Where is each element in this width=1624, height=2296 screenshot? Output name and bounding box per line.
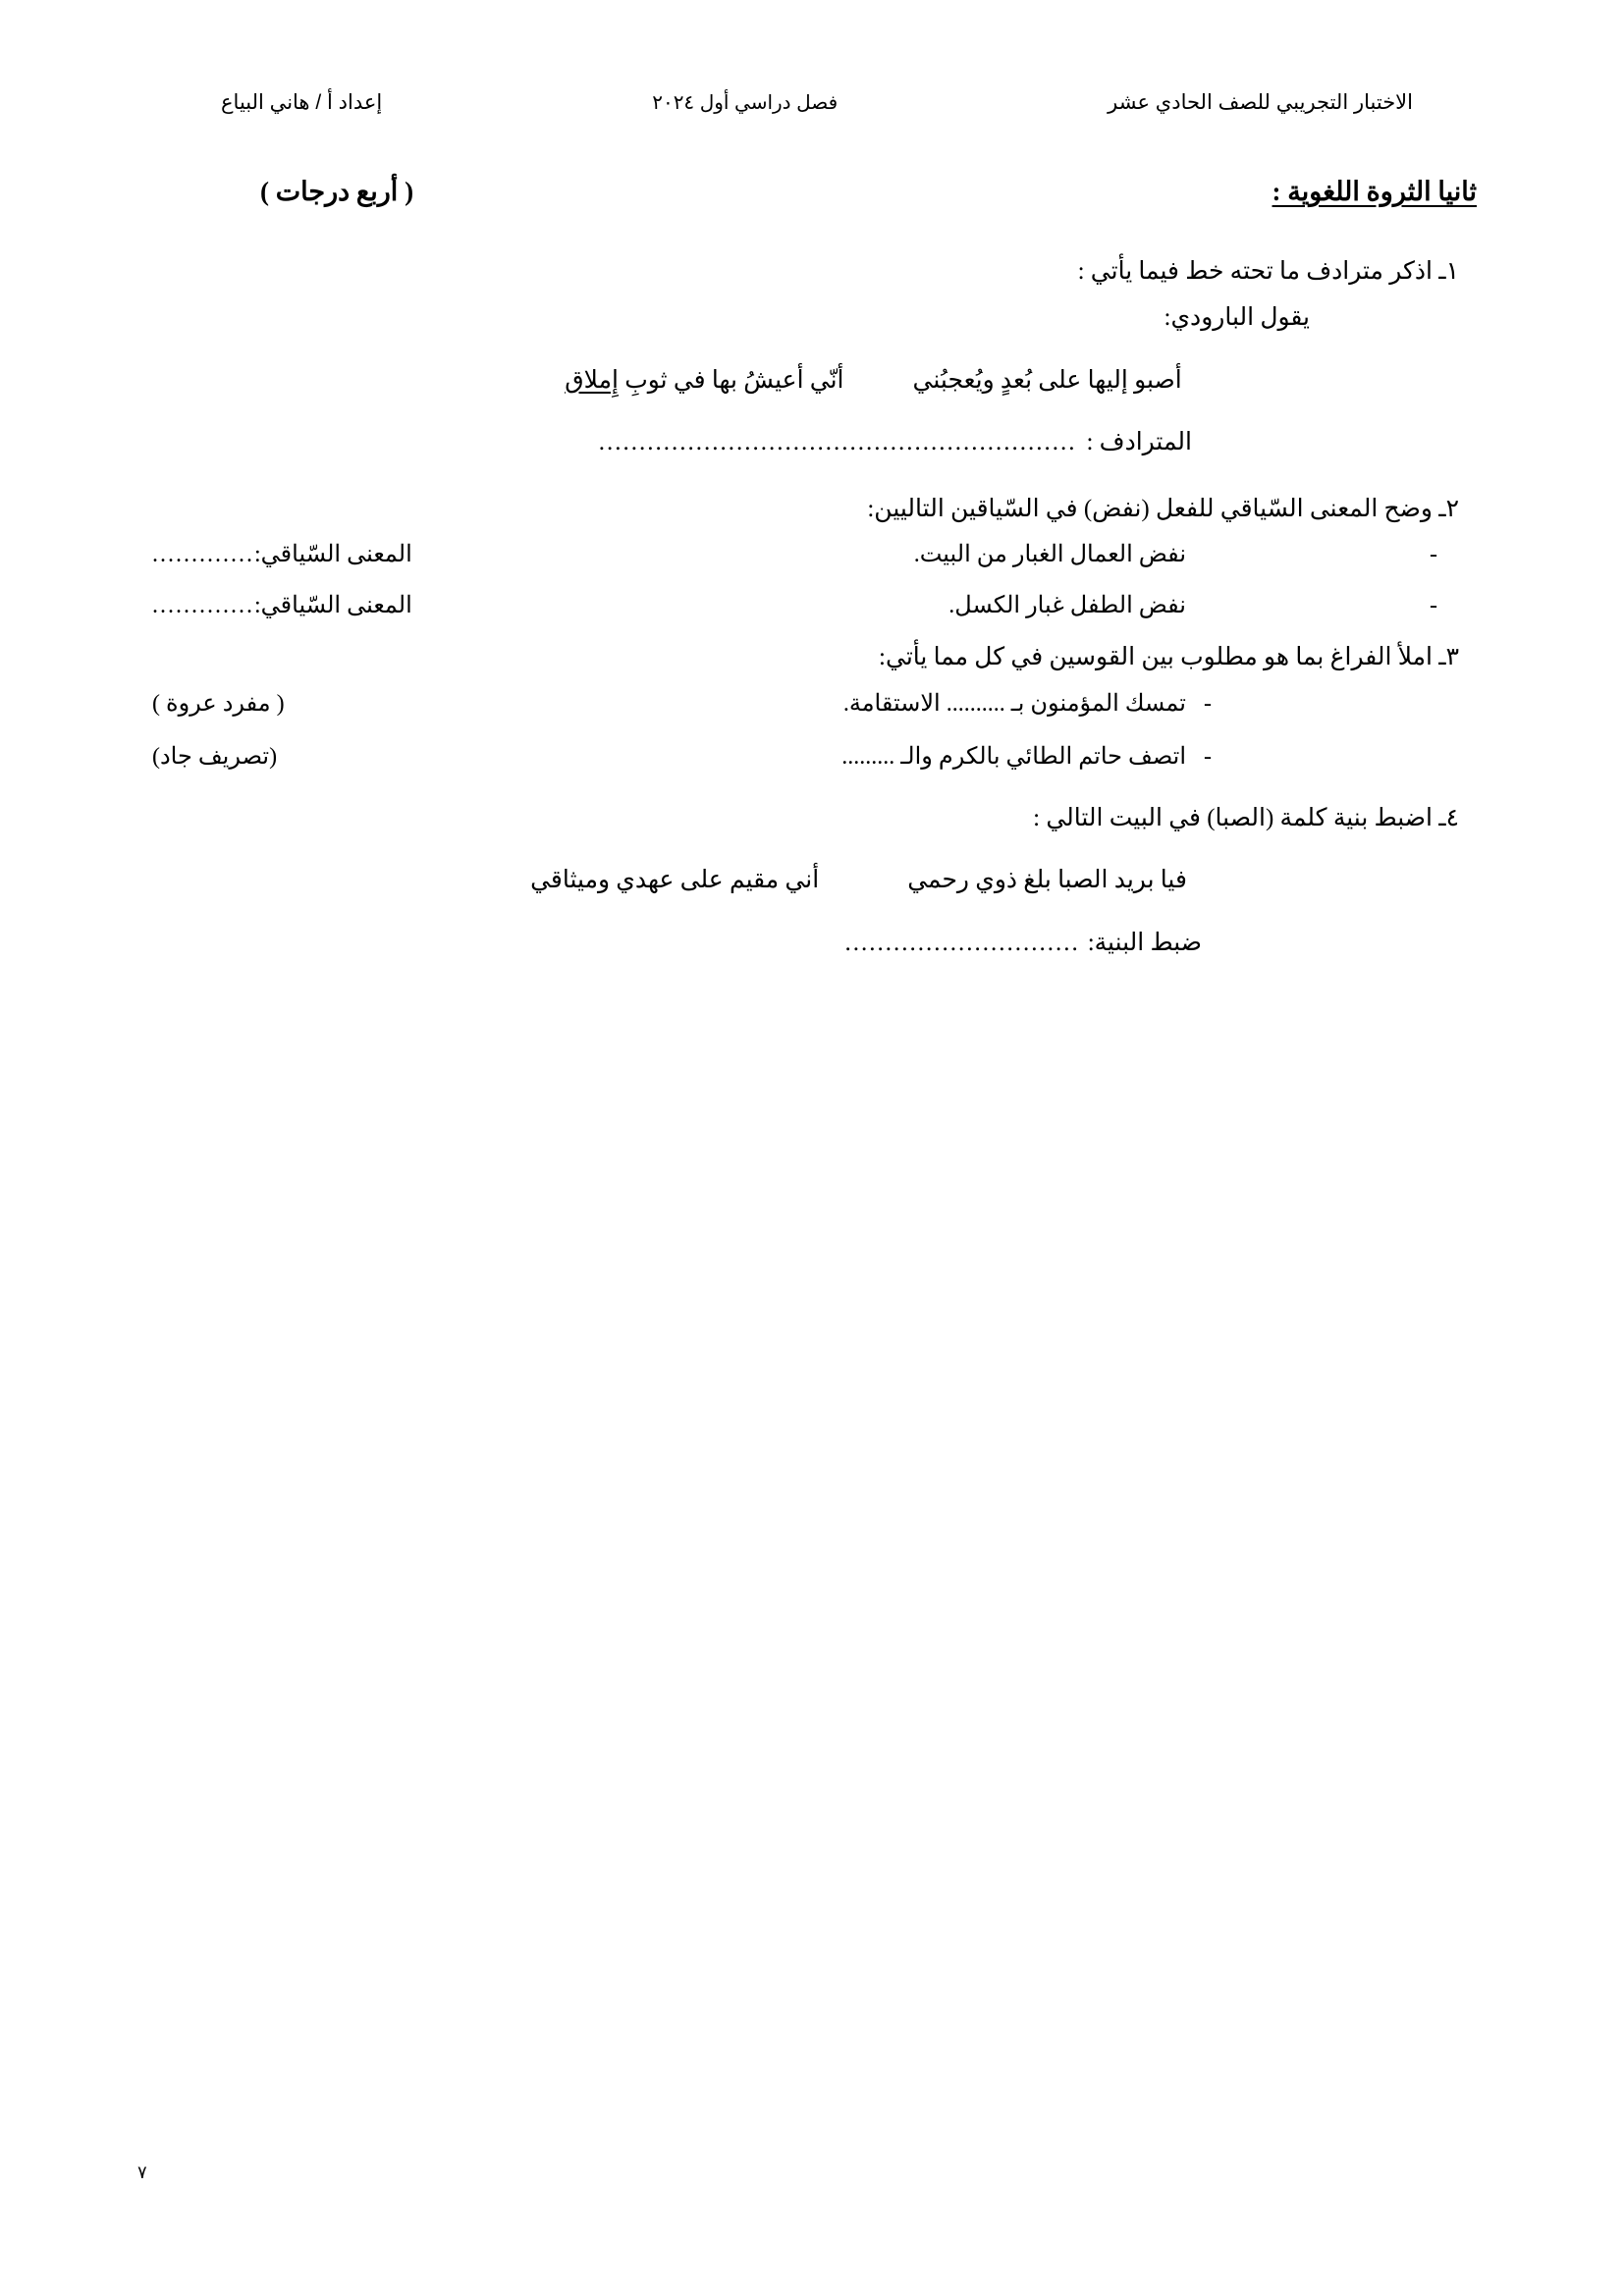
question-4-answer-blank[interactable]: ............................. xyxy=(844,929,1080,956)
question-3-item-1-text[interactable]: تمسك المؤمنون بـ .......... الاستقامة. xyxy=(842,690,1186,717)
question-4 xyxy=(152,800,1477,962)
question-3-item-1 xyxy=(152,686,1477,721)
question-2 xyxy=(152,491,1477,624)
verse-hemistich-left: أني مقيم على عهدي وميثاقي xyxy=(530,867,820,893)
verse-left-underlined-word: إِملاق xyxy=(565,366,619,394)
question-2-item-1-blank[interactable]: ............. xyxy=(152,542,254,567)
question-4-verse xyxy=(152,862,1477,899)
document-header xyxy=(0,90,1624,115)
verse-hemistich-left xyxy=(565,362,843,400)
page-number: ٧ xyxy=(137,2163,147,2182)
question-4-answer-label: ضبط البنية: xyxy=(1087,929,1202,956)
verse-hemistich-right: فيا بريد الصبا بلغ ذوي رحمي xyxy=(907,867,1187,893)
question-2-item-1 xyxy=(152,537,1477,572)
bullet-dash: - xyxy=(1204,743,1212,770)
bullet-dash: - xyxy=(1204,690,1212,717)
header-term: فصل دراسي أول ٢٠٢٤ xyxy=(652,92,839,114)
bullet-dash: - xyxy=(1430,542,1437,567)
question-2-item-1-text: نفض العمال الغبار من البيت. xyxy=(913,542,1186,567)
verse-left-plain: أنّي أعيشُ بها في ثوبِ xyxy=(618,366,844,394)
question-1-answer-label: المترادف : xyxy=(1086,429,1192,455)
question-2-prompt: ٢ـ وضح المعنى السّياقي للفعل (نفض) في السّياقين التاليين: xyxy=(867,495,1459,522)
question-2-item-2-text: نفض الطفل غبار الكسل. xyxy=(948,593,1186,618)
question-1 xyxy=(152,253,1477,461)
question-2-item-2-blank[interactable]: ............. xyxy=(152,593,254,618)
question-1-attribution: يقول البارودي: xyxy=(1164,304,1310,331)
question-1-answer-blank[interactable]: ........................................................... xyxy=(598,429,1077,455)
question-3 xyxy=(152,639,1477,774)
header-author: إعداد أ / هاني البياع xyxy=(221,91,383,114)
question-1-answer-row xyxy=(152,424,1477,461)
question-4-prompt: ٤ـ اضبط بنية كلمة (الصبا) في البيت التالي : xyxy=(1033,804,1459,831)
section-marks: ( أربع درجات ) xyxy=(260,177,414,206)
question-2-item-1-label: المعنى السّياقي: xyxy=(254,542,412,567)
question-2-item-2 xyxy=(152,588,1477,623)
question-4-answer-row xyxy=(152,925,1477,962)
section-heading-row xyxy=(152,172,1477,212)
question-3-item-2-hint: (تصريف جاد) xyxy=(152,743,278,770)
bullet-dash: - xyxy=(1430,593,1437,618)
question-2-item-2-label: المعنى السّياقي: xyxy=(254,593,412,618)
question-3-prompt: ٣ـ املأ الفراغ بما هو مطلوب بين القوسين في كل مما يأتي: xyxy=(879,644,1459,670)
question-1-verse xyxy=(152,362,1477,400)
question-3-item-2 xyxy=(152,739,1477,774)
question-3-item-2-text[interactable]: اتصف حاتم الطائي بالكرم والـ ......... xyxy=(841,743,1186,770)
header-exam-title: الاختبار التجريبي للصف الحادي عشر xyxy=(1108,91,1413,114)
document-body xyxy=(0,172,1624,967)
section-title: ثانيا الثروة اللغوية : xyxy=(1272,177,1477,206)
question-3-item-1-hint: ( مفرد عروة ) xyxy=(152,690,285,717)
verse-hemistich-right: أصبو إليها على بُعدٍ ويُعجبُني xyxy=(912,366,1182,394)
question-1-prompt: ١ـ اذكر مترادف ما تحته خط فيما يأتي : xyxy=(1077,257,1459,285)
